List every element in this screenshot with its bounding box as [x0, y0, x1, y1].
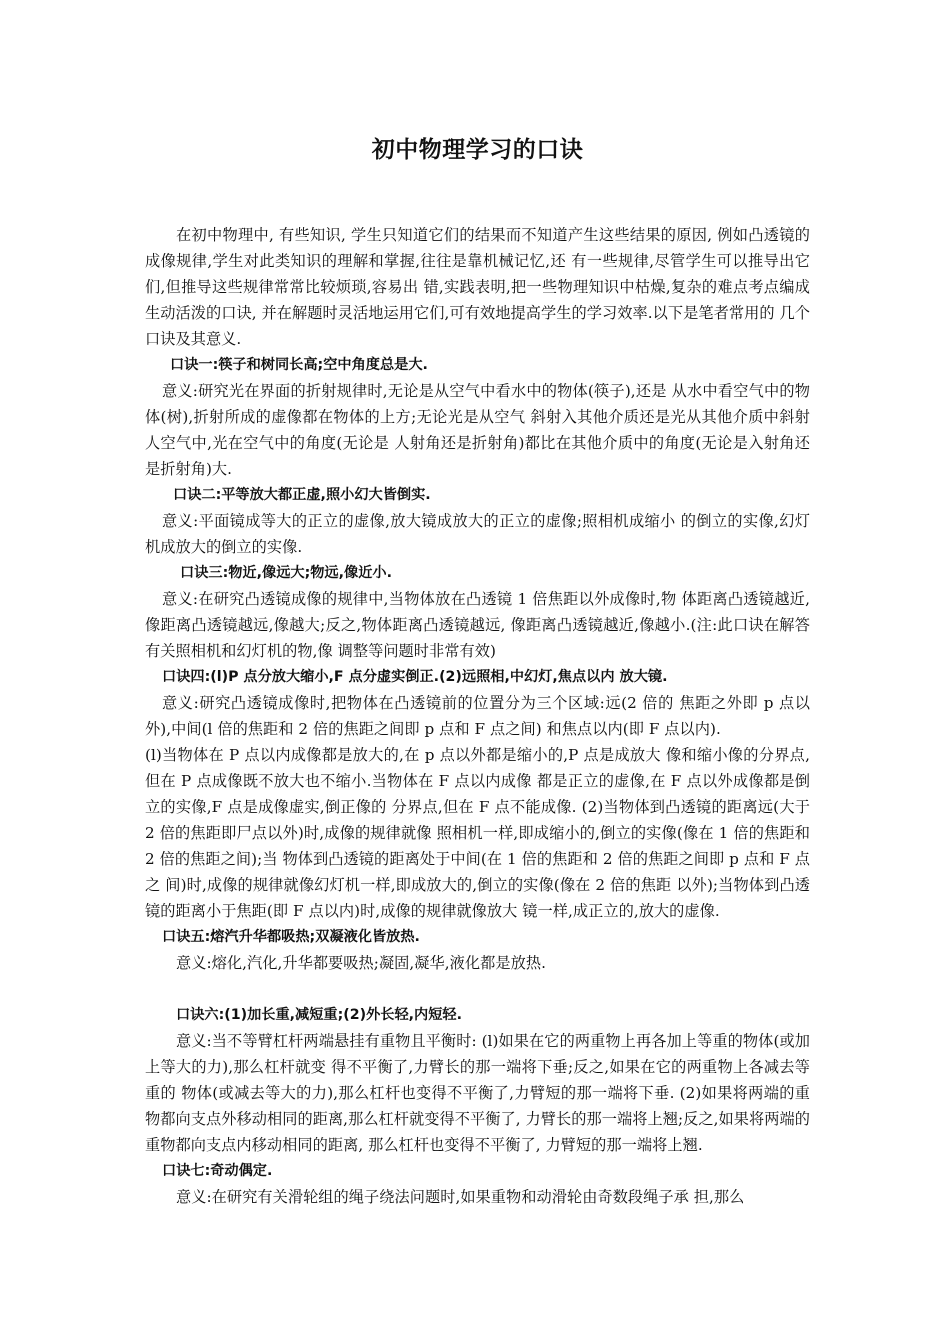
section-7-heading: 口诀七:奇动偶定.: [162, 1163, 273, 1179]
document-page: [145, 0, 810, 1344]
section-5-meaning: 意义:熔化,汽化,升华都要吸热;凝固,凝华,液化都是放热.: [176, 954, 546, 972]
page-title: 初中物理学习的口诀: [371, 137, 584, 163]
section-1-meaning: 意义:研究光在界面的折射规律时,无论是从空气中看水中的物体(筷子),还是 从水中看空气中的物体(树),折射所成的虚像都在物体的上方;无论光是从空气 斜射入其他介质还是光从其他介质中斜射人空气中,光在空气中的角度(无论是 人射角还是折射角)都比在其他介质中的角度(无论是入射角还是折射角)大.: [145, 382, 810, 478]
document-body: [145, 222, 810, 1210]
section-7-meaning: 意义:在研究有关滑轮组的绳子绕法问题时,如果重物和动滑轮由奇数段绳子承 担,那么: [176, 1188, 745, 1206]
section-4-heading: 口诀四:(l)P 点分放大缩小,F 点分虚实倒正.(2)远照相,中幻灯,焦点以内 放大镜.: [162, 669, 668, 685]
section-4-detail: (l)当物体在 P 点以内成像都是放大的,在 p 点以外都是缩小的,P 点是成放大 像和缩小像的分界点,但在 P 点成像既不放大也不缩小.当物体在 F 点以内成像 都是正立的虚像,在 F 点以外成像都是倒立的实像,F 点是成像虚实,倒正像的 分界点,但在 F 点不能成像. (2)当物体到凸透镜的距离远(大于 2 倍的焦距即尸点以外)时,成像的规律就像 照相机一样,即成缩小的,倒立的实像(像在 1 倍的焦距和 2 倍的焦距之间);当 物体到凸透镜的距离处于中间(在 1 倍的焦距和 2 倍的焦距之间即 p 点和 F 点之 间)时,成像的规律就像幻灯机一样,即成放大的,倒立的实像(像在 2 倍的焦距 以外);当物体到凸透镜的距离小于焦距(即 F 点以内)时,成像的规律就像放大 镜一样,成正立的,放大的虚像.: [145, 746, 810, 920]
section-1-heading: 口诀一:筷子和树同长高;空中角度总是大.: [170, 357, 428, 373]
section-6-heading: 口诀六:(1)加长重,减短重;(2)外长轻,内短轻.: [176, 1007, 463, 1023]
section-6-meaning: 意义:当不等臂杠杆两端悬挂有重物且平衡时: (l)如果在它的两重物上再各加上等重的物体(或加上等大的力),那么杠杆就变 得不平衡了,力臂长的那一端将下垂;反之,如果在它的两重物上各减去等重的 物体(或减去等大的力),那么杠杆也变得不平衡了,力臂短的那一端将下垂. (2)如果将两端的重物都向支点外移动相同的距离,那么杠杆就变得不平衡了, 力臂长的那一端将上翘;反之,如果将两端的重物都向支点内移动相同的距离, 那么杠杆也变得不平衡了, 力臂短的那一端将上翘.: [145, 1032, 810, 1154]
section-2-heading: 口诀二:平等放大都正虚,照小幻大皆倒实.: [173, 487, 431, 503]
section-3-meaning: 意义:在研究凸透镜成像的规律中,当物体放在凸透镜 1 倍焦距以外成像时,物 体距离凸透镜越近,像距离凸透镜越远,像越大;反之,物体距离凸透镜越远, 像距离凸透镜越近,像越小.(注:此口诀在解答有关照相机和幻灯机的物,像 调整等问题时非常有效): [145, 590, 810, 660]
section-3-heading: 口诀三:物近,像远大;物远,像近小.: [180, 565, 392, 581]
blank-line: [145, 976, 810, 1002]
section-2-meaning: 意义:平面镜成等大的正立的虚像,放大镜成放大的正立的虚像;照相机成缩小 的倒立的实像,幻灯机成放大的倒立的实像.: [145, 512, 810, 556]
section-5-heading: 口诀五:熔汽升华都吸热;双凝液化皆放热.: [162, 929, 420, 945]
section-4-meaning: 意义:研究凸透镜成像时,把物体在凸透镜前的位置分为三个区域:远(2 倍的 焦距之外即 p 点以外),中间(l 倍的焦距和 2 倍的焦距之间即 p 点和 F 点之间) 和焦点以内(即 F 点以内).: [145, 694, 810, 738]
intro-paragraph: 在初中物理中, 有些知识, 学生只知道它们的结果而不知道产生这些结果的原因, 例如凸透镜的成像规律,学生对此类知识的理解和掌握,往往是靠机械记忆,还 有一些规律,尽管学生可以推导出它们,但推导这些规律常常比较烦琐,容易出 错,实践表明,把一些物理知识中枯燥,复杂的难点考点编成生动活泼的口诀, 并在解题时灵活地运用它们,可有效地提高学生的学习效率.以下是笔者常用的 几个口诀及其意义.: [145, 226, 810, 348]
